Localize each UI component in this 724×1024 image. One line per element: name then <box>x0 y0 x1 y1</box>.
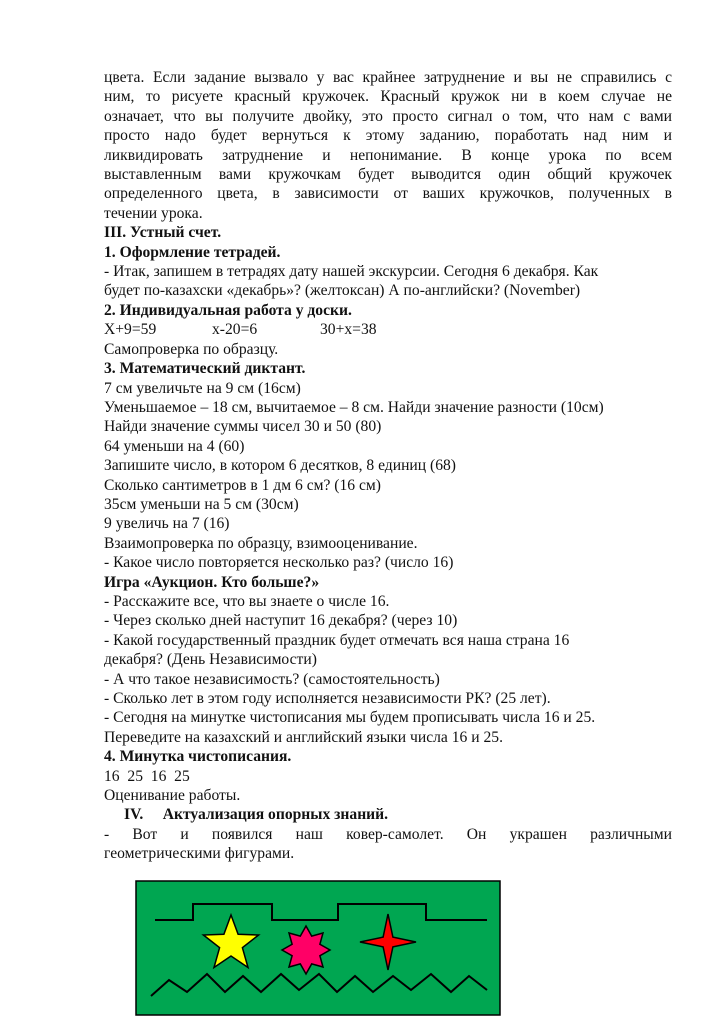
game-item: - Какой государственный праздник будет отмечать вся наша страна 16 <box>104 631 570 649</box>
section-heading-oral-count: III. Устный счет. <box>104 224 222 242</box>
magic-carpet-illustration <box>135 880 501 1016</box>
subheading-calligraphy: 4. Минутка чистописания. <box>104 748 292 766</box>
dictation-item: Запишите число, в котором 6 десятков, 8 единиц (68) <box>104 457 456 475</box>
calligraphy-numbers: 16 25 16 25 <box>104 767 190 785</box>
dictation-item: 64 уменьши на 4 (60) <box>104 437 245 455</box>
text-line: ликвидировать затруднение и непонимание. В конце урока по всем <box>104 146 672 164</box>
game-item: - А что такое независимость? (самостоятельность) <box>104 670 440 688</box>
equation: х-20=6 <box>212 321 258 339</box>
text-line: - Итак, запишем в тетрадях дату нашей экскурсии. Сегодня 6 декабря. Как <box>104 263 599 281</box>
equation: 30+х=38 <box>320 321 377 339</box>
text-line: течении урока. <box>104 204 203 222</box>
dictation-item: 35см уменьши на 5 см (30см) <box>104 495 299 513</box>
text-line: выставленным вами кружочкам будет выводится один общий кружочек <box>104 166 672 184</box>
dictation-item: 9 увеличь на 7 (16) <box>104 515 230 533</box>
text-line: - Вот и появился наш ковер-самолет. Он украшен различными <box>104 825 672 843</box>
dictation-item: Уменьшаемое – 18 см, вычитаемое – 8 см. Найди значение разности (10см) <box>104 398 604 416</box>
dictation-item: 7 см увеличьте на 9 см (16см) <box>104 379 301 397</box>
subheading-board-work: 2. Индивидуальная работа у доски. <box>104 301 352 319</box>
text-line: ним, то рисуете красный кружочек. Красный кружок ни в коем случае не <box>104 88 672 106</box>
dictation-item: Найди значение суммы чисел 30 и 50 (80) <box>104 418 382 436</box>
intro-paragraph <box>104 68 672 223</box>
subheading-notebooks: 1. Оформление тетрадей. <box>104 243 281 261</box>
section-heading-knowledge: IV. Актуализация опорных знаний. <box>124 806 389 824</box>
dictation-item: Взаимопроверка по образцу, взимооценивание. <box>104 534 418 552</box>
game-item: декабря? (День Независимости) <box>104 651 317 669</box>
game-item: - Сколько лет в этом году исполняется независимости РК? (25 лет). <box>104 690 551 707</box>
text-line: определенного цвета, в зависимости от ваших кружочков, полученных в <box>104 185 672 203</box>
text-line: Самопроверка по образцу. <box>104 340 279 358</box>
equations-row <box>104 320 672 339</box>
dictation-item: - Какое число повторяется несколько раз? (число 16) <box>104 554 454 572</box>
game-item: Переведите на казахский и английский языки числа 16 и 25. <box>104 728 503 746</box>
text-line: Оценивание работы. <box>104 787 241 805</box>
text-line: будет по-казахски «декабрь»? (желтоксан) А по-английски? (November) <box>104 282 581 300</box>
game-item: - Через сколько дней наступит 16 декабря? (через 10) <box>104 612 458 630</box>
game-item: - Расскажите все, что вы знаете о числе 16. <box>104 592 390 610</box>
subheading-auction-game: Игра «Аукцион. Кто больше?» <box>104 573 320 591</box>
text-line: просто надо будет вернуться к этому заданию, поработать над ним и <box>104 127 672 145</box>
pink-eight-point-star <box>282 926 330 974</box>
game-item: - Сегодня на минутке чистописания мы будем прописывать числа 16 и 25. <box>104 709 596 727</box>
equation: Х+9=59 <box>104 321 157 339</box>
document-page <box>104 68 672 864</box>
text-line: геометрическими фигурами. <box>104 845 295 863</box>
text-line: означает, что вы получите двойку, это просто сигнал о том, что нам с вами <box>104 107 672 125</box>
text-line: цвета. Если задание вызвало у вас крайнее затруднение и вы не справились с <box>104 69 672 86</box>
subheading-dictation: 3. Математический диктант. <box>104 360 306 378</box>
dictation-item: Сколько сантиметров в 1 дм 6 см? (16 см) <box>104 476 381 494</box>
